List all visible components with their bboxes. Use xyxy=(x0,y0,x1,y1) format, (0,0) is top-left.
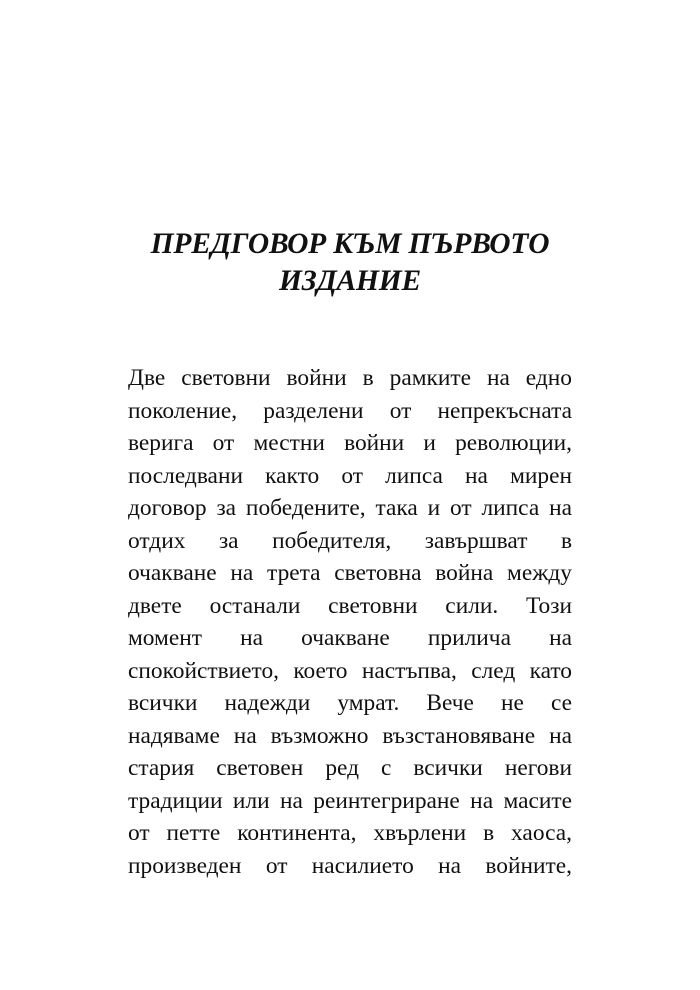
body-paragraph xyxy=(128,362,572,882)
text-line: произведен от насилието на войните, xyxy=(128,852,572,879)
text-line: верига от местни войни и революции, xyxy=(128,430,572,456)
text-line: очакване на трета световна война между xyxy=(128,560,572,586)
title-line-1: ПРЕДГОВОР КЪМ ПЪРВОТО xyxy=(150,228,550,260)
text-line: традиции или на реинтегриране на масите xyxy=(128,787,572,814)
text-line: момент на очакване прилича на xyxy=(128,625,572,651)
text-line: Две световни войни в рамките на едно xyxy=(128,365,572,391)
page-title xyxy=(100,226,600,300)
text-line: двете останали световни сили. Този xyxy=(128,592,572,619)
text-line: надяваме на възможно възстановяване на xyxy=(128,722,572,749)
text-line: поколение, разделени от непрекъсната xyxy=(128,397,572,424)
text-line: всички надежди умрат. Вече не се xyxy=(128,690,572,716)
text-line: отдих за победителя, завършват в xyxy=(128,527,572,554)
text-line: стария световен ред с всички негови xyxy=(128,755,572,781)
text-line: спокойствието, което настъпва, след като xyxy=(128,657,572,684)
title-line-2: ИЗДАНИЕ xyxy=(279,265,421,297)
text-line: от петте континента, хвърлени в хаоса, xyxy=(128,820,572,846)
text-line: договор за победените, така и от липса на xyxy=(128,495,572,521)
text-line: последвани както от липса на мирен xyxy=(128,462,572,489)
